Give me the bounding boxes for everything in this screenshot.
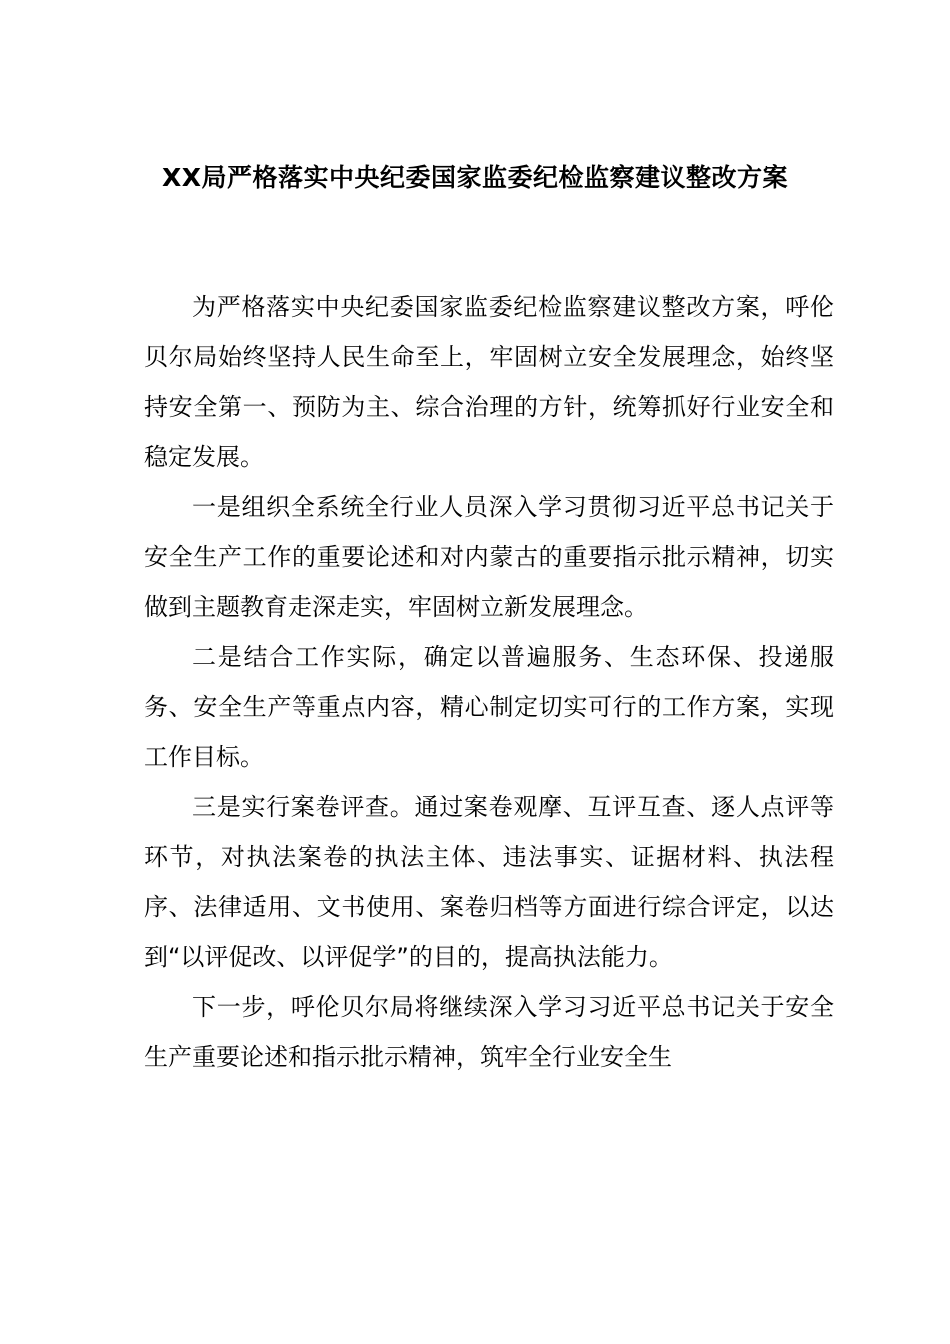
paragraph-three: 三是实行案卷评查。通过案卷观摩、互评互查、逐人点评等环节，对执法案卷的执法主体、违法事实、证据材料、执法程序、法律适用、文书使用、案卷归档等方面进行综合评定，以达到“以评促改、以评促学”的目的，提高执法能力。 <box>144 793 834 971</box>
paragraph-intro: 为严格落实中央纪委国家监委纪检监察建议整改方案，呼伦贝尔局始终坚持人民生命至上，牢固树立安全发展理念，始终坚持安全第一、预防为主、综合治理的方针，统筹抓好行业安全和稳定发展。 <box>144 293 834 471</box>
document-body <box>144 282 834 1082</box>
document-title: XX局严格落实中央纪委国家监委纪检监察建议整改方案 <box>161 163 789 192</box>
paragraph-one: 一是组织全系统全行业人员深入学习贯彻习近平总书记关于安全生产工作的重要论述和对内蒙古的重要指示批示精神，切实做到主题教育走深走实，牢固树立新发展理念。 <box>144 493 834 621</box>
paragraph-next-step: 下一步，呼伦贝尔局将继续深入学习习近平总书记关于安全生产重要论述和指示批示精神，筑牢全行业安全生 <box>144 993 834 1071</box>
paragraph-two: 二是结合工作实际，确定以普遍服务、生态环保、投递服务、安全生产等重点内容，精心制定切实可行的工作方案，实现工作目标。 <box>144 643 834 771</box>
